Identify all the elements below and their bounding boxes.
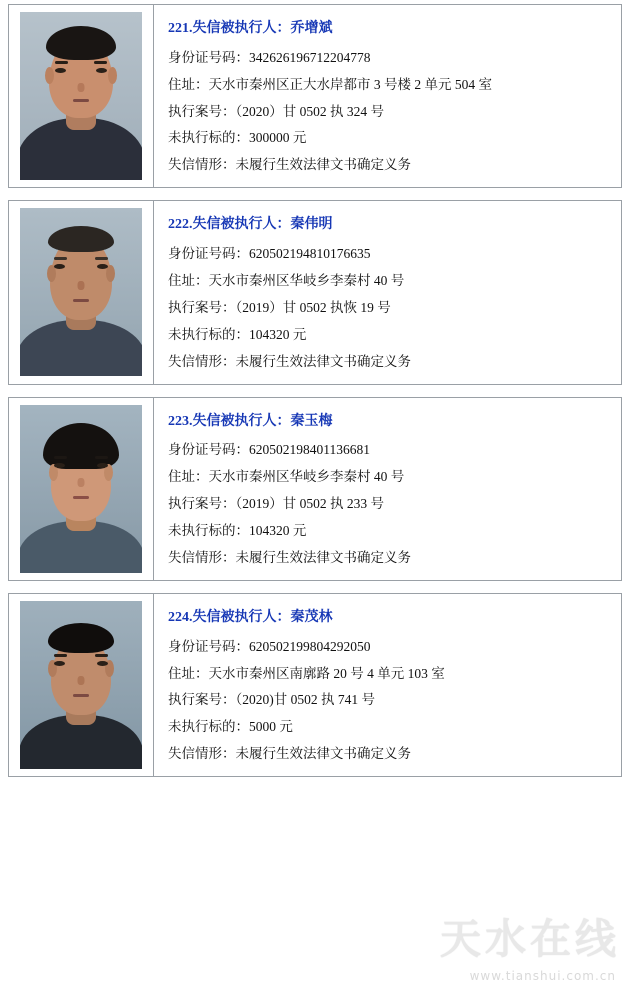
id-label: 身份证号码：: [168, 638, 249, 654]
address-value: 天水市秦州区华岐乡李秦村 40 号: [208, 272, 405, 288]
record-id-line: [168, 634, 611, 661]
photo-cell: [9, 201, 154, 383]
amount-value: 300000 元: [249, 130, 307, 146]
record-title: 223.失信被执行人：秦玉梅: [168, 413, 333, 429]
record-address-line: [168, 72, 611, 99]
record-title: 224.失信被执行人：秦茂林: [168, 609, 333, 625]
situation-value: 未履行生效法律文书确定义务: [235, 157, 411, 173]
case-label: 执行案号：: [168, 299, 236, 315]
case-label: 执行案号：: [168, 103, 236, 119]
address-value: 天水市秦州区南廓路 20 号 4 单元 103 室: [208, 665, 445, 681]
portrait-photo-223: [20, 405, 142, 573]
portrait-photo-222: [20, 208, 142, 376]
id-label: 身份证号码：: [168, 49, 249, 65]
record-id-line: [168, 45, 611, 72]
id-label: 身份证号码：: [168, 442, 249, 458]
record-amount-line: [168, 714, 611, 741]
address-label: 住址：: [168, 665, 209, 681]
case-value: （2020）甘 0502 执 324 号: [235, 103, 384, 119]
amount-label: 未执行标的：: [168, 326, 249, 342]
amount-label: 未执行标的：: [168, 130, 249, 146]
case-value: （2019）甘 0502 执 233 号: [235, 496, 384, 512]
site-watermark: 天水在线: [440, 915, 620, 963]
info-cell: [154, 594, 621, 776]
address-label: 住址：: [168, 469, 209, 485]
info-cell: [154, 5, 621, 187]
record-case-line: [168, 99, 611, 126]
situation-label: 失信情形：: [168, 746, 236, 762]
id-value: 620502194810176635: [249, 245, 371, 261]
record-amount-line: [168, 322, 611, 349]
record-id-line: [168, 241, 611, 268]
record-situation-line: [168, 545, 611, 572]
photo-cell: [9, 398, 154, 580]
debtor-record: [8, 200, 622, 384]
id-value: 620502198401136681: [249, 442, 370, 458]
situation-label: 失信情形：: [168, 549, 236, 565]
address-value: 天水市秦州区华岐乡李秦村 40 号: [208, 469, 405, 485]
id-label: 身份证号码：: [168, 245, 249, 261]
case-label: 执行案号：: [168, 692, 236, 708]
photo-cell: [9, 5, 154, 187]
amount-label: 未执行标的：: [168, 523, 249, 539]
record-address-line: [168, 268, 611, 295]
info-cell: [154, 201, 621, 383]
address-label: 住址：: [168, 76, 209, 92]
amount-value: 104320 元: [249, 326, 307, 342]
case-label: 执行案号：: [168, 496, 236, 512]
record-address-line: [168, 661, 611, 688]
record-situation-line: [168, 741, 611, 768]
record-id-line: [168, 437, 611, 464]
address-value: 天水市秦州区正大水岸都市 3 号楼 2 单元 504 室: [208, 76, 492, 92]
debtor-record: [8, 593, 622, 777]
id-value: 620502199804292050: [249, 638, 371, 654]
photo-cell: [9, 594, 154, 776]
situation-value: 未履行生效法律文书确定义务: [235, 549, 411, 565]
record-amount-line: [168, 125, 611, 152]
record-situation-line: [168, 349, 611, 376]
situation-label: 失信情形：: [168, 353, 236, 369]
amount-value: 104320 元: [249, 523, 307, 539]
record-title: 222.失信被执行人：秦伟明: [168, 217, 333, 233]
info-cell: [154, 398, 621, 580]
situation-label: 失信情形：: [168, 157, 236, 173]
document-page: [0, 4, 630, 991]
case-value: （2020)甘 0502 执 741 号: [235, 692, 375, 708]
record-address-line: [168, 464, 611, 491]
debtor-record: [8, 397, 622, 581]
amount-label: 未执行标的：: [168, 719, 249, 735]
record-title: 221.失信被执行人：乔增斌: [168, 21, 333, 36]
record-case-line: [168, 491, 611, 518]
case-value: （2019）甘 0502 执恢 19 号: [235, 299, 391, 315]
debtor-record: [8, 4, 622, 188]
record-case-line: [168, 295, 611, 322]
site-watermark-url: www.tianshui.com.cn: [469, 969, 616, 983]
portrait-photo-221: [20, 12, 142, 180]
record-case-line: [168, 687, 611, 714]
portrait-photo-224: [20, 601, 142, 769]
record-amount-line: [168, 518, 611, 545]
address-label: 住址：: [168, 272, 209, 288]
situation-value: 未履行生效法律文书确定义务: [235, 353, 411, 369]
situation-value: 未履行生效法律文书确定义务: [235, 746, 411, 762]
record-situation-line: [168, 152, 611, 179]
amount-value: 5000 元: [249, 719, 293, 735]
id-value: 342626196712204778: [249, 49, 371, 65]
